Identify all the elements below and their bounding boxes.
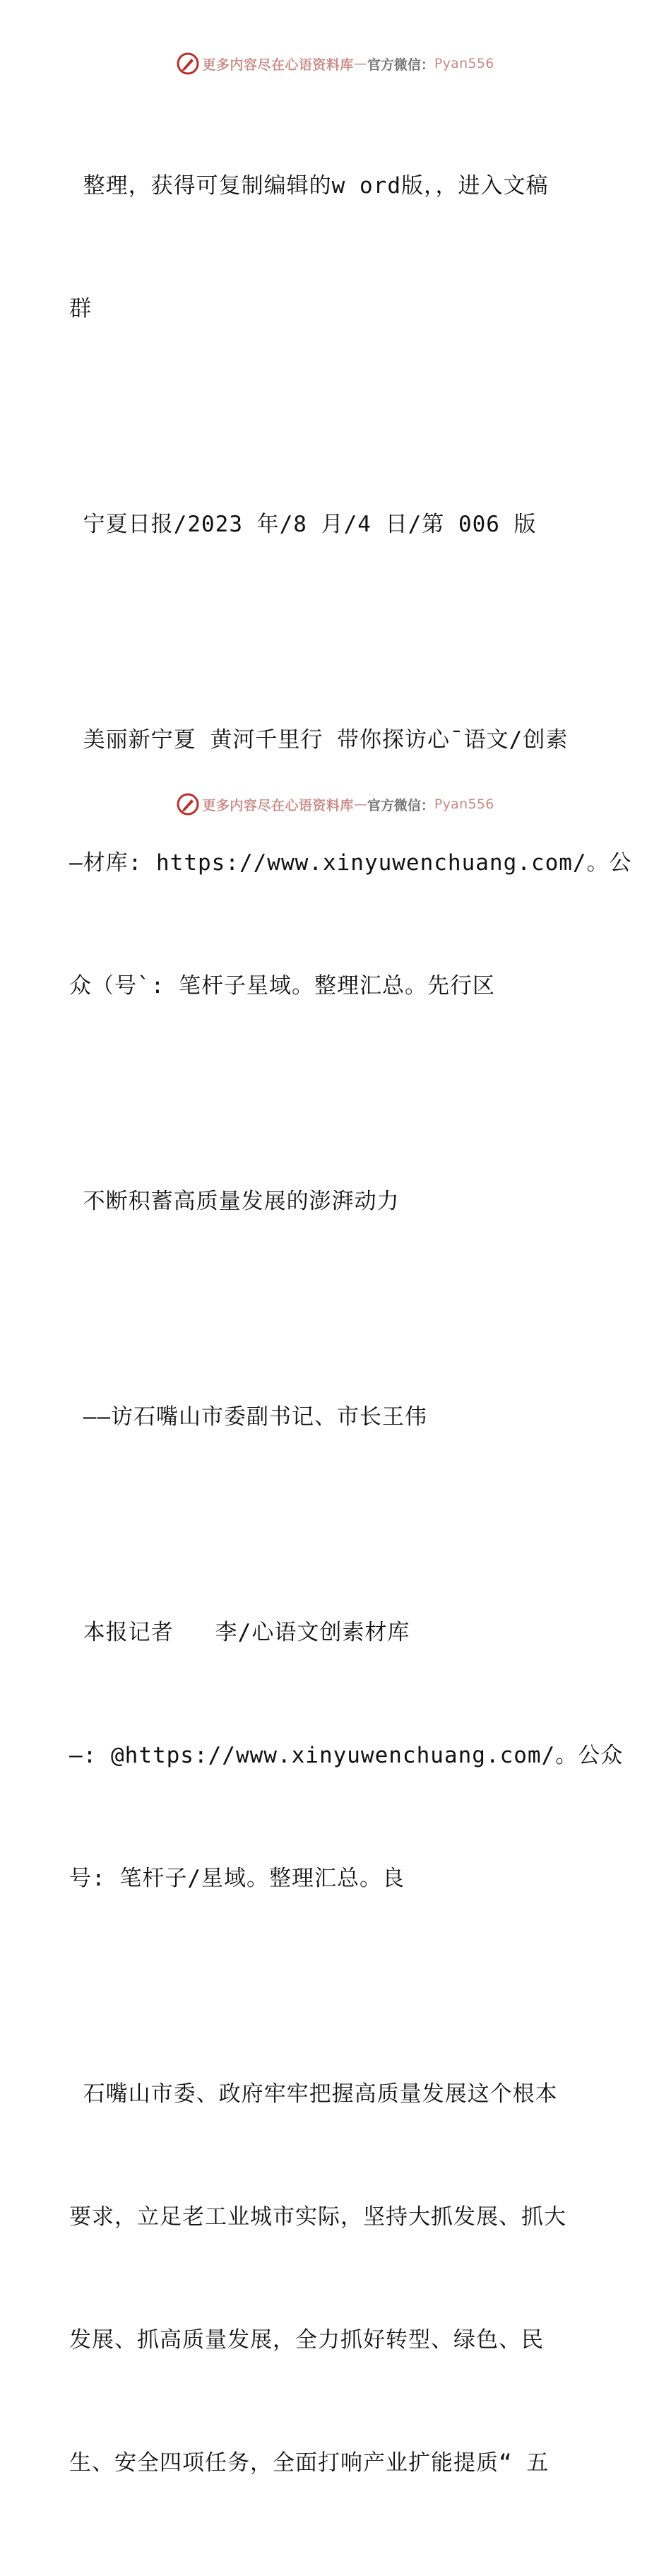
paragraph-intro — [69, 83, 606, 411]
quill-logo-icon — [177, 793, 199, 816]
text-line: 要求，立足老工业城市实际，坚持大抓发展、抓大 — [69, 2204, 566, 2230]
text-line: 整理，获得可复制编辑的w ord版，，进入文稿 — [69, 173, 549, 199]
paragraph-column — [69, 637, 632, 1088]
paragraph-headline — [69, 1099, 606, 1304]
document-body — [69, 83, 632, 2576]
banner-dash: — — [353, 796, 367, 812]
paragraph-body — [69, 1992, 606, 2565]
banner-dash: — — [353, 56, 367, 71]
text-line: 群 — [69, 296, 92, 322]
text-line: 发展、抓高质量发展，全力抓好转型、绿色、民 — [69, 2327, 544, 2353]
text-line: 石嘴山市委、政府牢牢把握高质量发展这个根本 — [69, 2081, 558, 2107]
footer-banner — [0, 790, 671, 818]
headline-text: 不断积蓄高质量发展的澎湃动力 — [69, 1189, 400, 1214]
banner-lead-text: 更多内容尽在心语资料库 — [202, 57, 354, 73]
paragraph-source — [69, 422, 606, 627]
text-line: —材库: https://www.xinyuwenchuang.com/。公 — [69, 850, 632, 876]
header-banner — [0, 49, 671, 78]
text-line: 宁夏日报/2023 年/8 月/4 日/第 006 版 — [69, 512, 537, 537]
paragraph-byline — [69, 1530, 624, 1981]
banner-lead-text: 更多内容尽在心语资料库 — [202, 797, 354, 813]
banner-official-label: 官方微信： — [367, 797, 434, 813]
text-line: —: @https://www.xinyuwenchuang.com/。公众 — [69, 1743, 624, 1768]
text-line: 美丽新宁夏 黄河千里行 带你探访心¯语文/创素 — [69, 727, 569, 753]
banner-wechat-id: Pyan556 — [434, 56, 494, 71]
paragraph-subheadline — [69, 1315, 606, 1519]
subheadline-text: ——访石嘴山市委副书记、市长王伟 — [69, 1404, 427, 1430]
text-line: 本报记者 李/心语文创素材库 — [69, 1620, 410, 1645]
banner-official-label: 官方微信： — [367, 57, 434, 73]
banner-wechat-id: Pyan556 — [434, 796, 494, 812]
text-line: 众（号`: 笔杆子星域。整理汇总。先行区 — [69, 973, 495, 999]
text-line: 号: 笔杆子/星域。整理汇总。良 — [69, 1866, 405, 1891]
text-line: 生、安全四项任务，全面打响产业扩能提质“ 五 — [69, 2450, 550, 2476]
quill-logo-icon — [177, 52, 199, 75]
